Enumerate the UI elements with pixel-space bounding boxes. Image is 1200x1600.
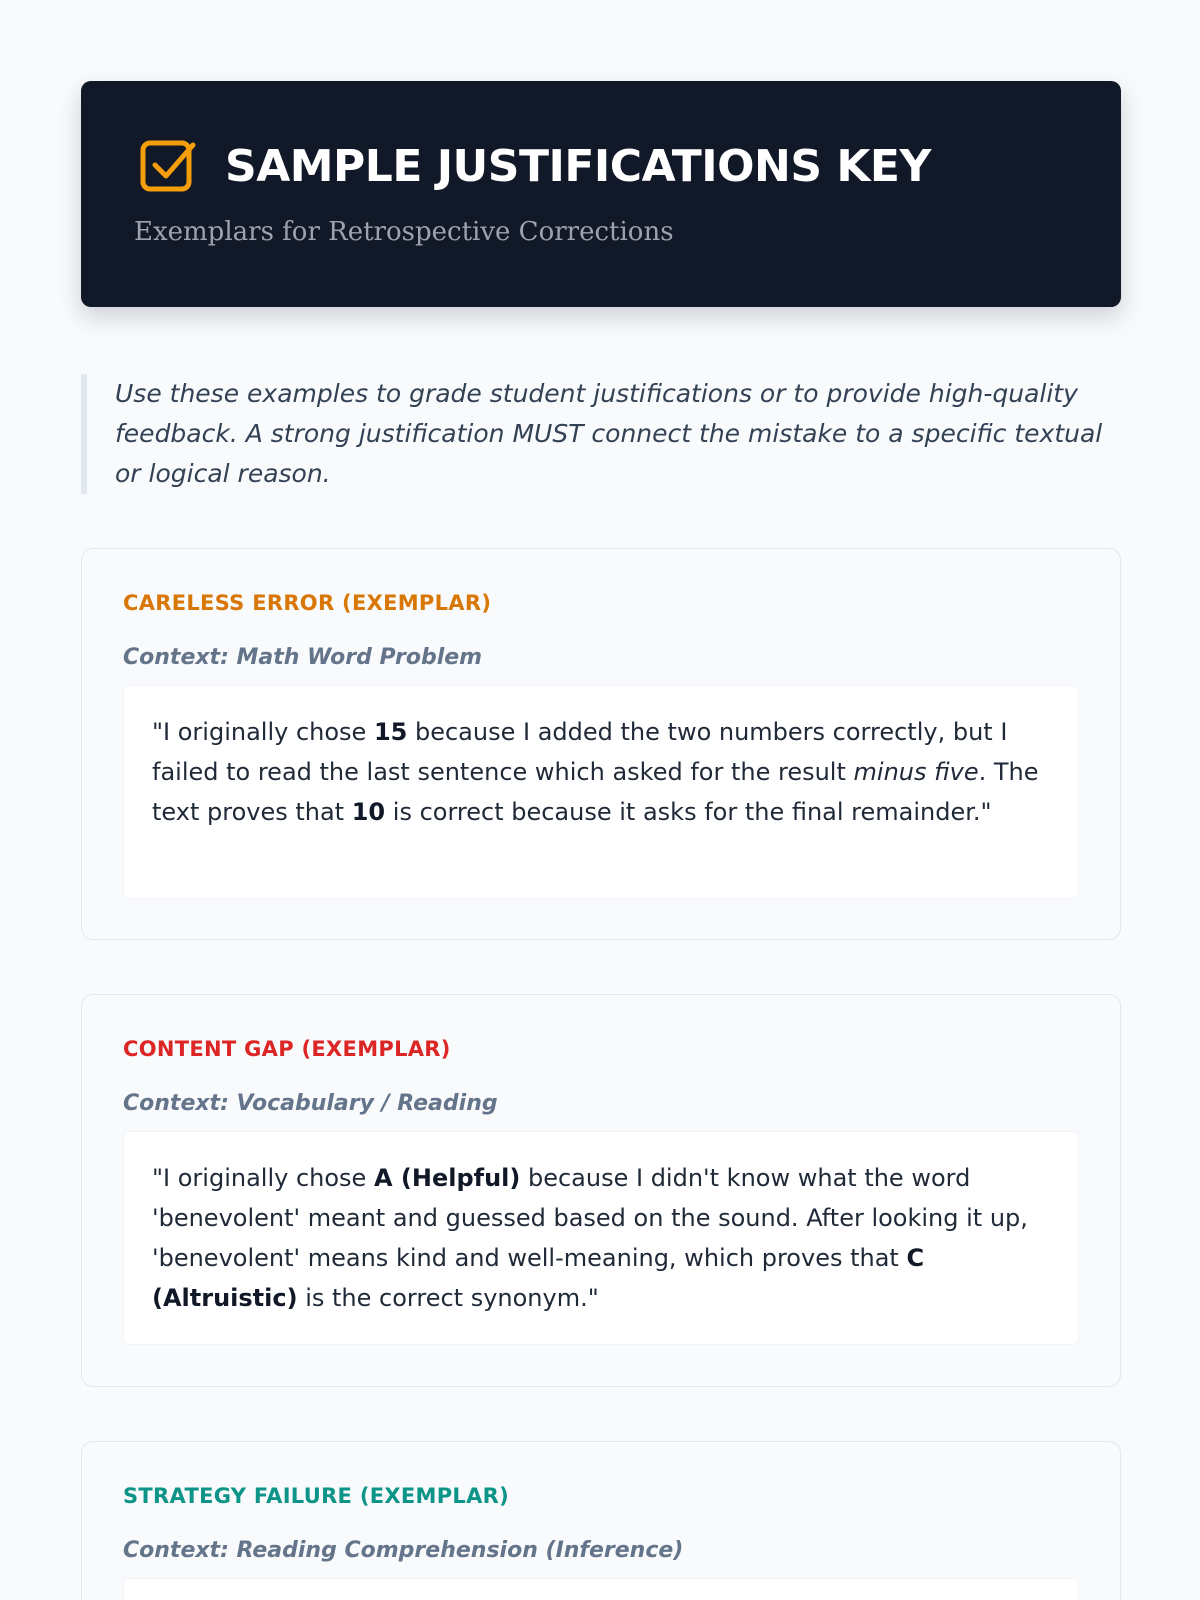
card-context: Context: Math Word Problem [123, 645, 483, 670]
exemplar-card-strategy-failure [81, 1441, 1121, 1600]
checkbox-checked-icon [139, 137, 197, 195]
card-quote [123, 1131, 1079, 1345]
intro-note: Use these examples to grade student justifications or to provide high-quality feedback. A strong justification MUST connect the mistake to a specific textual or logical reason. [81, 374, 1121, 494]
quote-text: "I originally chose [152, 718, 374, 746]
quote-text: is the correct synonym." [297, 1284, 599, 1312]
quote-text: . The text proves that [152, 758, 1039, 826]
card-context: Context: Vocabulary / Reading [123, 1091, 498, 1116]
quote-emphasis: 10 [351, 798, 386, 826]
quote-text: because I added the two numbers correctly, but I failed to read the last sentence which asked for the result [152, 718, 1008, 786]
exemplar-card-careless-error [81, 548, 1121, 940]
page-title: SAMPLE JUSTIFICATIONS KEY [225, 140, 931, 192]
header-banner [81, 81, 1121, 307]
card-category: STRATEGY FAILURE (EXEMPLAR) [123, 1484, 509, 1508]
header-title-row [139, 137, 931, 195]
quote-italic: minus five [853, 758, 979, 786]
quote-emphasis: A (Helpful) [373, 1164, 521, 1192]
card-quote [123, 685, 1079, 899]
card-category: CARELESS ERROR (EXEMPLAR) [123, 591, 492, 615]
quote-text: because I didn't know what the word 'benevolent' meant and guessed based on the sound. After looking it up, 'benevolent' means kind and well-meaning, which proves that [152, 1164, 1028, 1272]
card-quote [123, 1578, 1079, 1600]
quote-text: "I originally chose [152, 1164, 374, 1192]
exemplar-card-content-gap [81, 994, 1121, 1387]
page-subtitle: Exemplars for Retrospective Corrections [134, 217, 674, 247]
card-context: Context: Reading Comprehension (Inference) [123, 1538, 684, 1563]
quote-emphasis: 15 [373, 718, 408, 746]
quote-text: is correct because it asks for the final remainder." [385, 798, 992, 826]
card-category: CONTENT GAP (EXEMPLAR) [123, 1037, 451, 1061]
quote-emphasis: C (Altruistic) [152, 1244, 925, 1312]
